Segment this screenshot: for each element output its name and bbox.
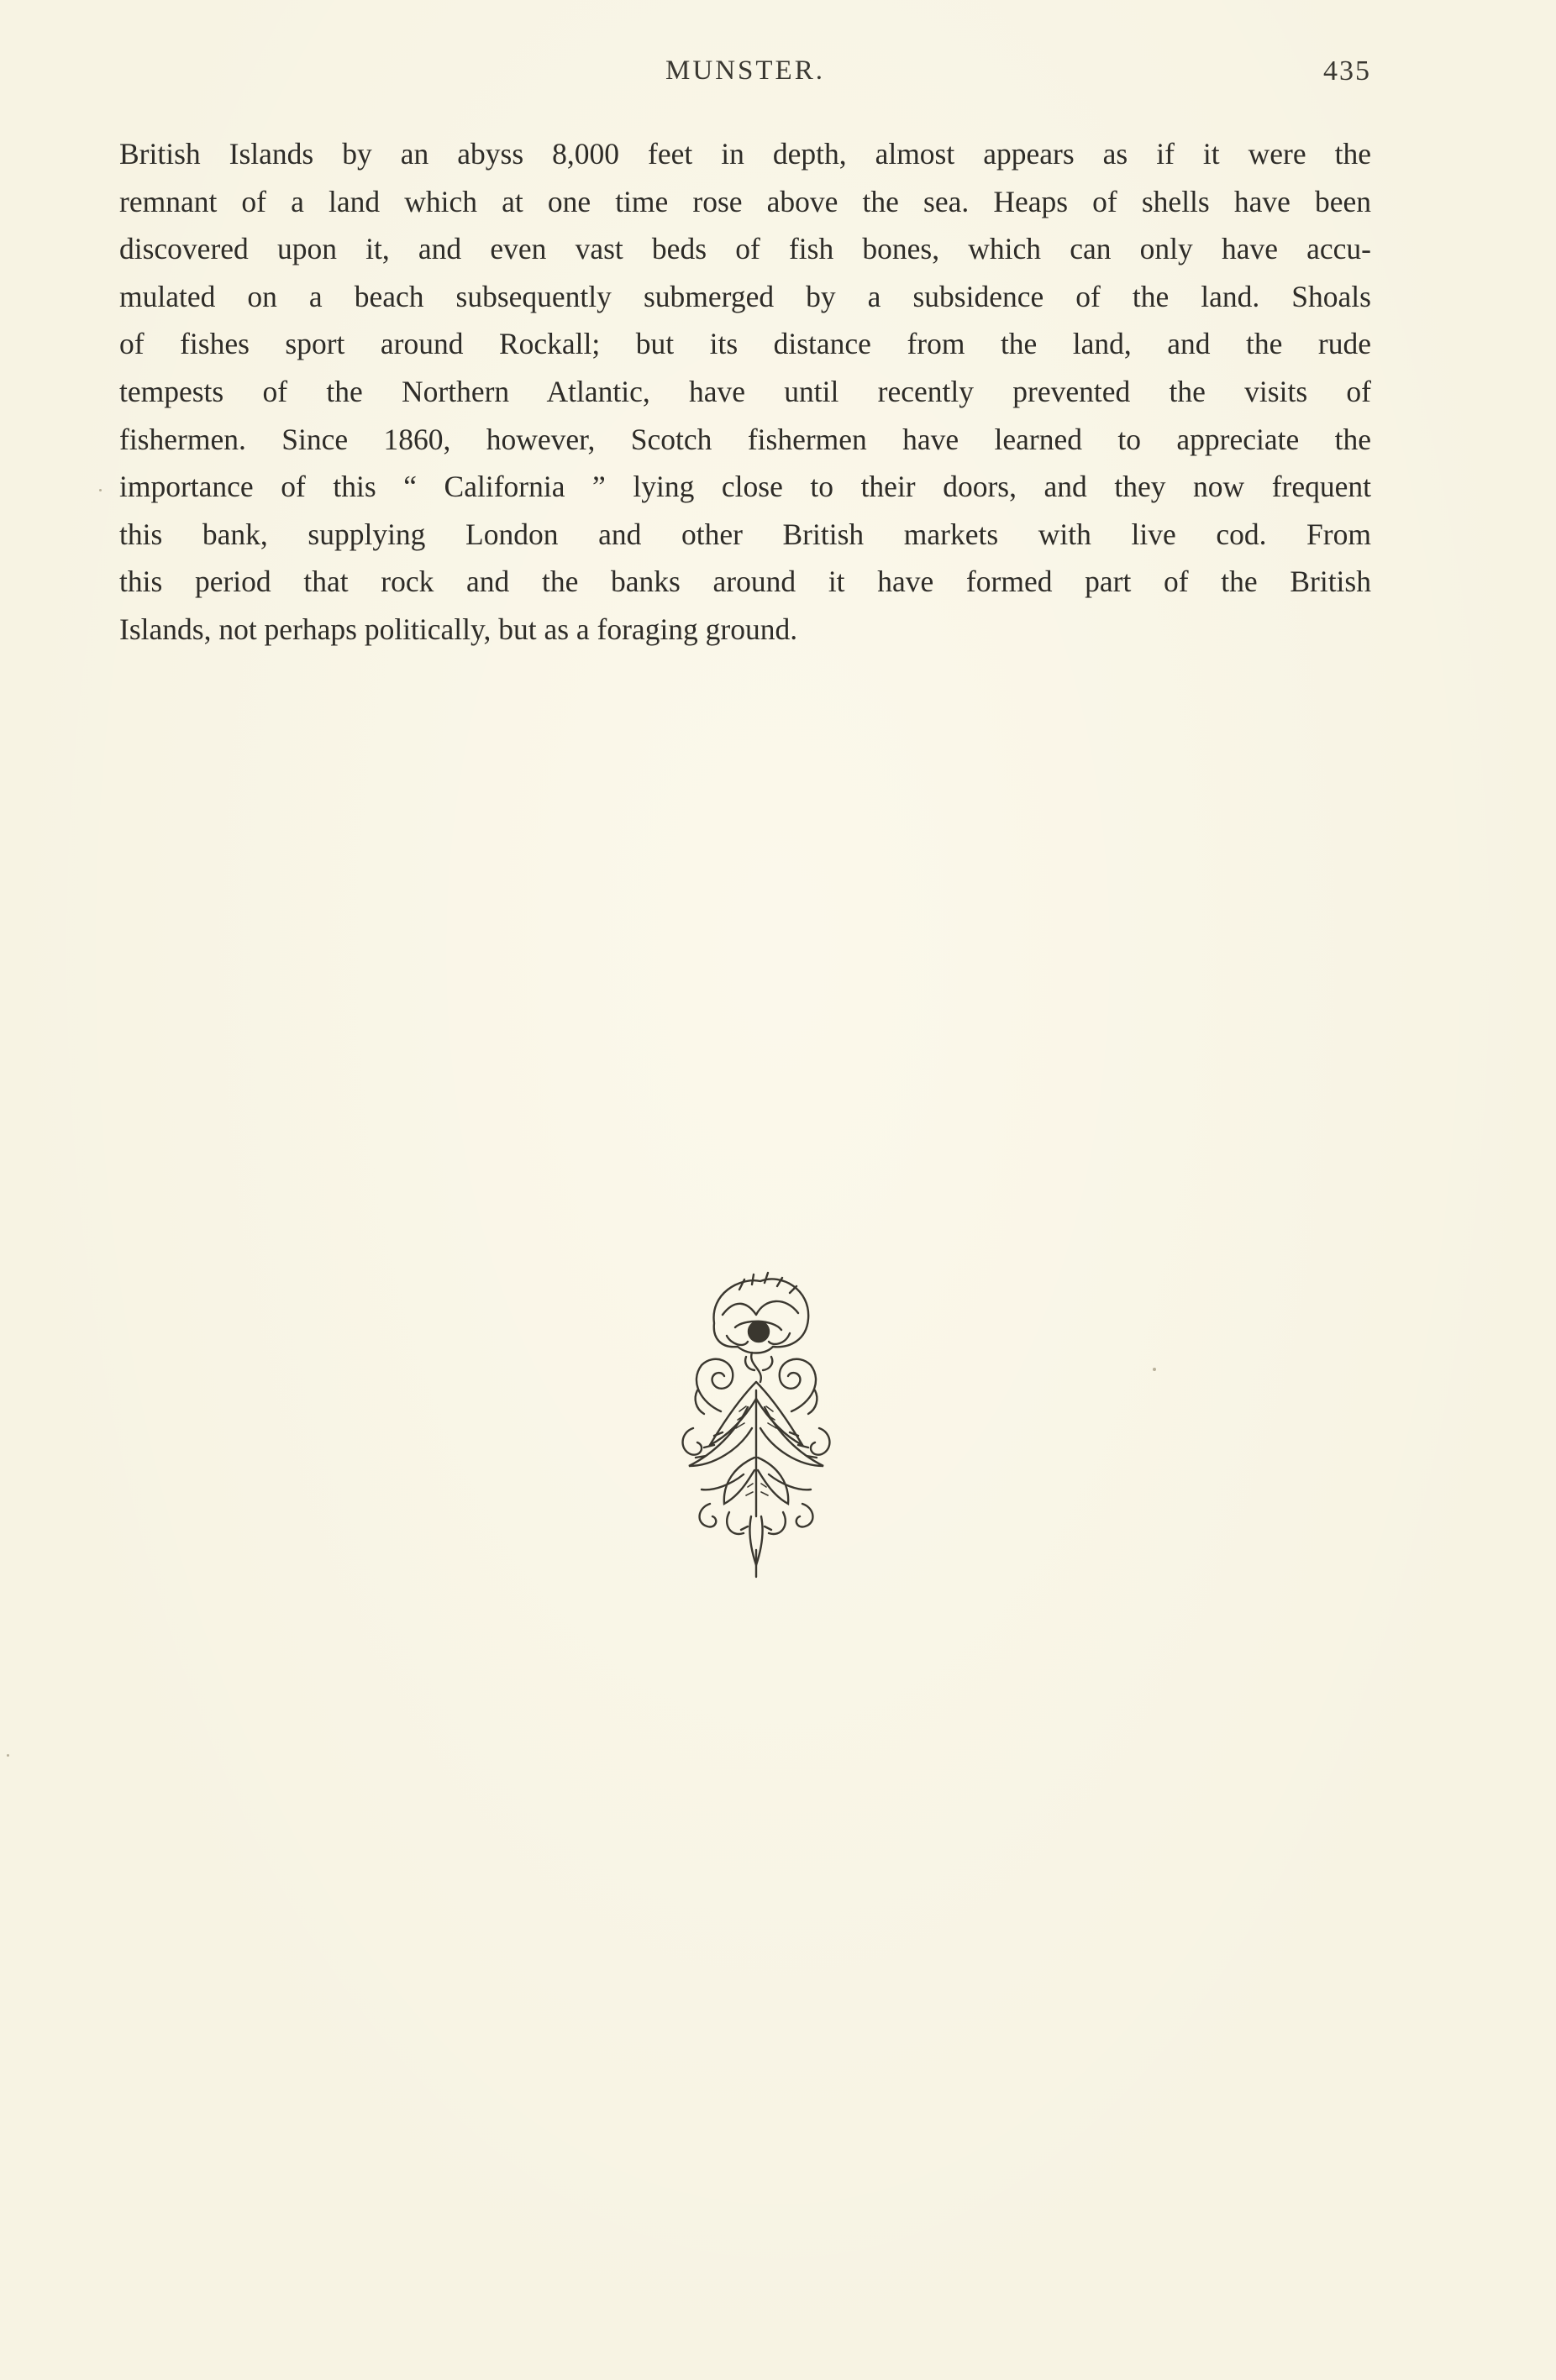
floral-tailpiece-icon [664,1264,849,1579]
page-number: 435 [1323,55,1371,87]
text-line: Islands, not perhaps politically, but as a foraging ground. [119,612,798,646]
text-line: importance of this “ California ” lying close to their doors, and they now frequent [119,470,1371,504]
text-line: British Islands by an abyss 8,000 feet in depth, almost appears as if it were the [119,137,1371,171]
text-line: of fishes sport around Rockall; but its distance from the land, and the rude [119,327,1371,361]
paper-speck [99,489,102,491]
running-head [119,55,1371,106]
body-paragraph [119,130,1371,654]
text-line: fishermen. Since 1860, however, Scotch fishermen have learned to appreciate the [119,422,1371,456]
running-title: MUNSTER. [665,55,825,86]
paper-speck [1153,1368,1156,1371]
text-line: discovered upon it, and even vast beds of fish bones, which can only have accu- [119,232,1371,266]
text-line: mulated on a beach subsequently submerged by a subsidence of the land. Shoals [119,279,1371,313]
text-line: this bank, supplying London and other British markets with live cod. From [119,517,1371,551]
text-line: remnant of a land which at one time rose above the sea. Heaps of shells have been [119,184,1371,218]
text-line: this period that rock and the banks around it have formed part of the British [119,565,1371,599]
text-line: tempests of the Northern Atlantic, have until recently prevented the visits of [119,374,1371,408]
paper-speck [7,1754,9,1757]
